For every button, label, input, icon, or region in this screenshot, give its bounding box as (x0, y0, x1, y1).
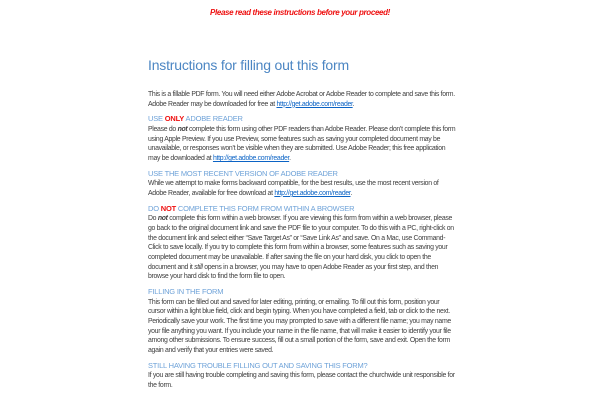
section-heading (148, 204, 458, 214)
text-segment: ADOBE READER (184, 114, 243, 124)
text-segment: While we attempt to make forms backward compatible, for the best results, use the most recent version of Adobe Reader, available for free download at (148, 180, 439, 197)
section-body (148, 371, 458, 390)
section-not-within-browser (148, 204, 458, 282)
text-segment: not (177, 125, 188, 133)
text-segment: . (350, 189, 353, 197)
section-still-having-trouble (148, 361, 458, 391)
section-body (148, 125, 458, 164)
text-segment: FILLING IN THE FORM (148, 287, 224, 297)
section-heading (148, 169, 458, 179)
text-segment: COMPLETE THIS FORM FROM WITHIN A BROWSER (175, 203, 355, 213)
section-body (148, 214, 458, 282)
text-segment: STILL HAVING TROUBLE FILLING OUT AND SAVING THIS FORM? (148, 360, 368, 370)
text-segment: opens in a browser, you may have to open Adobe Reader as your first step, and then browse your hard disk to find the form file to open. (148, 263, 439, 281)
intro-paragraph (148, 90, 458, 109)
banner-notice: Please read these instructions before your proceed! (210, 8, 390, 17)
section-body (148, 298, 458, 356)
section-body (148, 179, 458, 198)
page-title: Instructions for filling out this form (148, 57, 349, 73)
text-segment: USE (148, 114, 165, 124)
section-heading (148, 114, 458, 124)
section-heading (148, 361, 458, 371)
text-segment: . (352, 100, 355, 108)
section-use-only-adobe-reader (148, 114, 458, 163)
text-segment: complete this form within a web browser. If you are viewing this form from within a web browser, please go back to the original document link and save the PDF file to your computer. To do this with a PC, right-click on the document link and select either “Save Target As” or “Save Link As” and save. On a Mac, use Command-Click to save locally. If you try to complete this form from within a browser, some features such as saving your completed document may be unavailable. If after saving the file on your hard disk, you click to open the document and it (148, 215, 454, 271)
text-segment: USE THE MOST RECENT VERSION OF ADOBE READER (148, 168, 338, 178)
hyperlink[interactable]: http://get.adobe.com/reader (274, 189, 351, 197)
hyperlink[interactable]: http://get.adobe.com/reader (276, 100, 353, 108)
section-filling-in-the-form (148, 287, 458, 356)
text-segment: DO (148, 203, 161, 213)
text-segment: Do (148, 215, 158, 223)
text-segment: still (194, 263, 203, 271)
text-segment: complete this form using other PDF readers than Adobe Reader. Please don’t complete this form using Apple Preview. If you use Preview, some features such as saving your completed document may be unavailable, or responses won’t be visible when they are submitted. Use Adobe Reader; this free application may be downloaded at (148, 125, 456, 163)
text-segment: This form can be filled out and saved for later editing, printing, or emailing. To fill out this form, position your cursor within a light blue field, click and begin typing. When you have completed a field, tab or click to the next. Periodically save your work. The first time you may prompted to save with a different file name; you may name your file anything you want. If you include your name in the file name, that will make it easier to identify your file among other submissions. To ensure success, fill out a small portion of the form, save and exit. Open the form again and verify that your entries were saved. (148, 298, 451, 355)
red-emphasis-text: NOT (160, 203, 176, 213)
red-emphasis-text: ONLY (164, 114, 185, 124)
text-segment: This is a fillable PDF form. You will need either Adobe Acrobat or Adobe Reader to complete and save this form. Adobe Reader may be downloaded for free at (148, 91, 455, 108)
section-most-recent-version (148, 169, 458, 199)
text-segment: . (289, 155, 291, 163)
text-segment: Please do (148, 125, 178, 133)
text-segment: not (157, 215, 168, 223)
section-heading (148, 287, 458, 297)
hyperlink[interactable]: http://get.adobe.com/reader (212, 155, 290, 163)
document-page (148, 0, 458, 391)
text-segment: If you are still having trouble completing and saving this form, please contact the churchwide unit responsible for the form. (148, 372, 455, 389)
